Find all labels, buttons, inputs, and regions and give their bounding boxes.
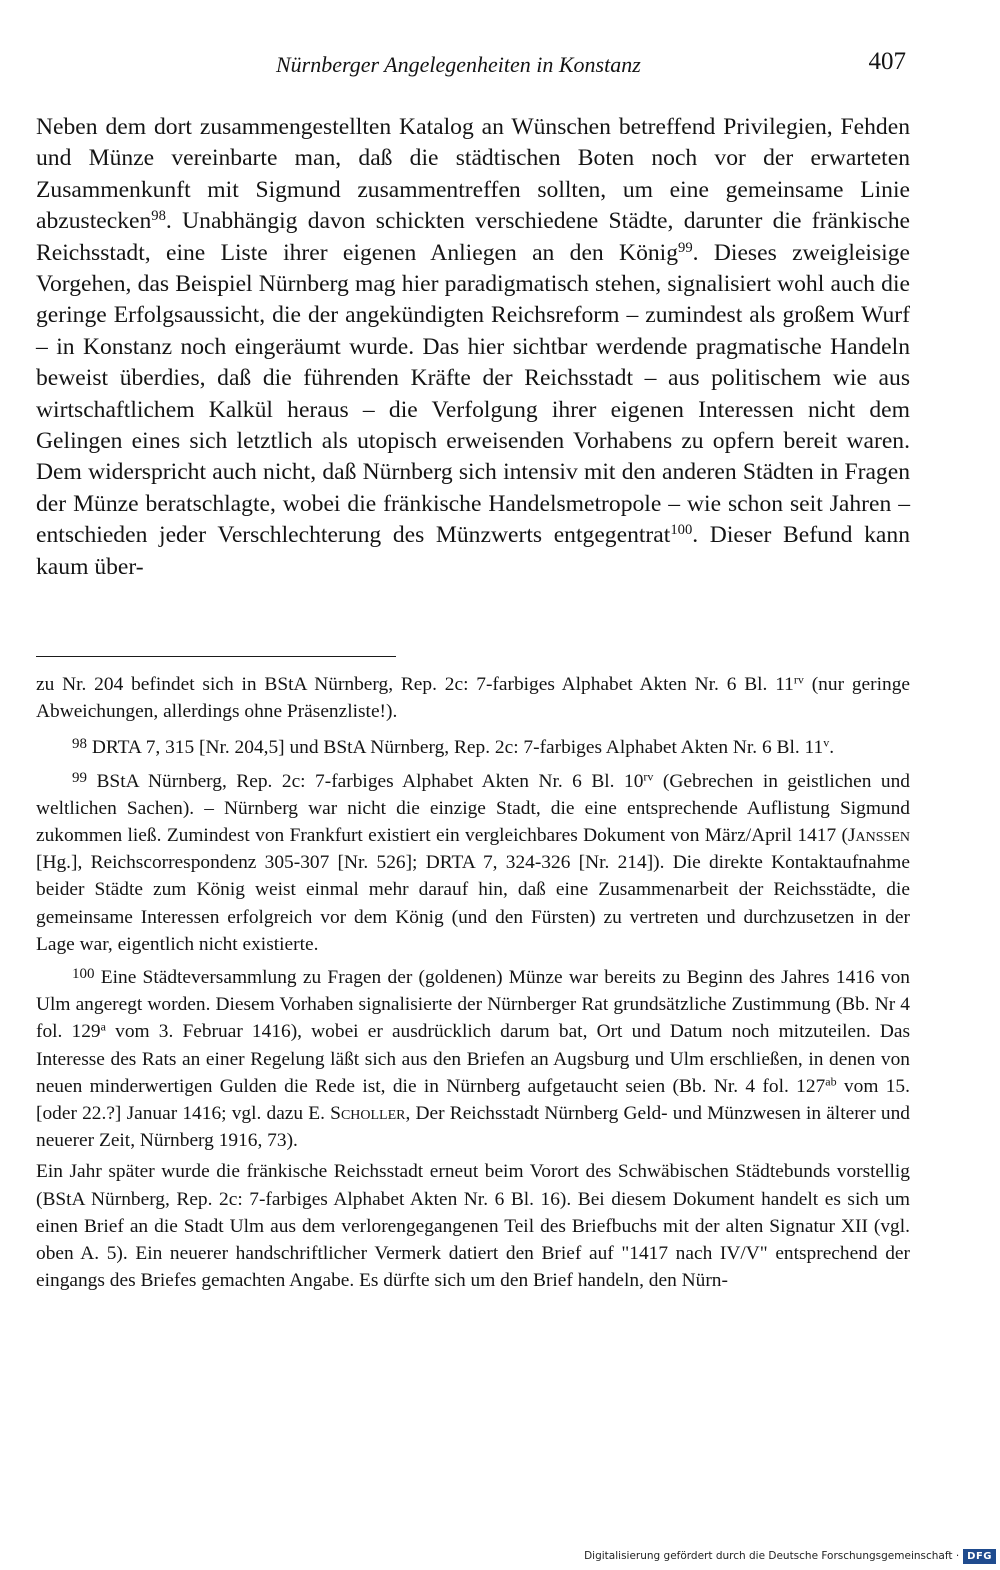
footnote-text: vom 15. [oder 22.?] Januar 1416; vgl. dazu E. <box>36 1075 910 1125</box>
folio-superscript: v <box>823 735 830 750</box>
footnote-text: zu Nr. 204 befindet sich in BStA Nürnberg, Rep. 2c: 7-farbiges Alphabet Akten Nr. 6 Bl. 11 <box>36 674 794 695</box>
page-header <box>36 48 910 84</box>
author-name: Janssen <box>847 825 910 847</box>
body-text-segment: . Unabhängig davon schickten verschiedene Städte, darunter die fränkische Reichsstadt, eine Liste ihrer eigenen Anliegen an den König <box>36 208 910 266</box>
footnote-text: BStA Nürnberg, Rep. 2c: 7-farbiges Alphabet Akten Nr. 6 Bl. 10 <box>87 770 644 792</box>
page-number: 407 <box>868 48 906 75</box>
book-page <box>36 0 910 1570</box>
footnote-text: (nur geringe Abweichungen, allerdings ohne Präsenzliste!). <box>36 674 910 723</box>
footnote-divider <box>36 656 396 657</box>
footnote-text: , Der Reichsstadt Nürnberg Geld- und Münzwesen in älterer und neuerer Zeit, Nürnberg 1916, 73). <box>36 1103 910 1152</box>
folio-superscript: rv <box>643 769 654 783</box>
folio-superscript: rv <box>793 672 804 687</box>
footnote-number: 98 <box>72 736 87 753</box>
folio-superscript: a <box>100 1019 106 1034</box>
footnote-ref-99: 99 <box>678 239 693 256</box>
footnote-number: 99 <box>72 769 87 786</box>
body-text-segment: . Dieser Befund kann kaum über- <box>36 522 910 580</box>
footnote-ref-100: 100 <box>670 522 693 539</box>
footnote-98 <box>36 734 910 761</box>
folio-superscript: ab <box>825 1074 837 1089</box>
footnote-99 <box>36 768 910 958</box>
footnotes <box>36 671 910 1300</box>
body-text-segment: Neben dem dort zusammengestellten Katalog an Wünschen betreffend Privilegien, Fehden und Münze vereinbarte man, daß die städtischen Boten noch vor der erwarteten Zusammenkunft mit Sigmund zusammentreffen sollten, um eine gemeinsame Linie abzustecken <box>36 114 910 235</box>
body-text-segment: . Dieses zweigleisige Vorgehen, das Beispiel Nürnberg mag hier paradigmatisch stehen, signalisiert wohl auch die geringe Erfolgsaussicht, die der angekündigten Reichsreform – zumindest als großem Wurf – in Konstanz noch eingeräumt wurde. Das hier sichtbar werdende pragmatische Handeln beweist überdies, daß die führenden Kräfte der Reichsstadt – aus politischem wie aus wirtschaftlichem Kalkül heraus – die Verfolgung ihrer eigenen Interessen nicht dem Gelingen eines sich letztlich als utopisch erweisenden Vorhabens zu opfern bereit waren. Dem widerspricht auch nicht, daß Nürnberg sich intensiv mit den anderen Städten in Fragen der Münze beratschlagte, wobei die fränkische Handelsmetropole – wie schon seit Jahren – entschieden jeder Verschlechterung des Münzwerts entgegentrat <box>36 239 910 549</box>
footnote-text: . <box>829 737 835 759</box>
dfg-logo-icon: DFG <box>963 1549 996 1564</box>
footnote-text: Eine Städteversammlung zu Fragen der (goldenen) Münze war bereits zu Beginn des Jahres 1416 von Ulm angeregt worden. Diesem Vorhaben signalisierte der Nürnberger Rat grundsätzliche Zustimmung (Bb. Nr 4 fol. 129 <box>36 967 910 1043</box>
footnote-text: [Hg.], Reichscorrespondenz 305-307 [Nr. 526]; DRTA 7, 324-326 [Nr. 214]). Die direkte Kontaktaufnahme beider Städte zum König weist einmal mehr darauf hin, daß eine Zusammenarbeit der Reichsstädte, die gemeinsame Interessen erfolgreich vor dem König (und den Fürsten) zu vertreten und durchzusetzen in der Lage war, eigentlich nicht existierte. <box>36 852 910 955</box>
digitization-footer <box>584 1546 996 1566</box>
footnote-text: (Gebrechen in geistlichen und weltlichen Sachen). – Nürnberg war nicht die einzige Stadt, die eine entsprechende Auflistung Sigmund zukommen ließ. Zumindest von Frankfurt existiert ein vergleichbares Dokument von März/April 1417 ( <box>36 770 910 847</box>
footnote-text: vom 3. Februar 1416), wobei er ausdrücklich darum bat, Ort und Datum noch mitzuteilen. Das Interesse des Rats an einer Regelung läßt sich aus den Briefen an Augsburg und Ulm erschließen, in denen von neuen minderwertigen Gulden die Rede ist, die in Nürnberg aufgetaucht seien (Bb. Nr. 4 fol. 127 <box>36 1021 910 1097</box>
author-name: Scholler <box>330 1103 406 1125</box>
footnote-ref-98: 98 <box>151 208 166 225</box>
footnote-text: DRTA 7, 315 [Nr. 204,5] und BStA Nürnberg, Rep. 2c: 7-farbiges Alphabet Akten Nr. 6 Bl. 11 <box>87 737 824 759</box>
footnote-100-paragraph-2: Ein Jahr später wurde die fränkische Reichsstadt erneut beim Vorort des Schwäbischen Städtebunds vorstellig (BStA Nürnberg, Rep. 2c: 7-farbiges Alphabet Akten Nr. 6 Bl. 16). Bei diesem Dokument handelt es sich um einen Brief an die Stadt Ulm aus dem verlorengegangenen Teil des Briefbuchs mit der alten Signatur XII (vgl. oben A. 5). Ein neuerer handschriftlicher Vermerk datiert den Brief auf "1417 nach IV/V" entsprechend der eingangs des Briefes gemachten Angabe. Es dürfte sich um den Brief handeln, den Nürn- <box>36 1161 910 1292</box>
digitization-note: Digitalisierung gefördert durch die Deutsche Forschungsgemeinschaft · <box>584 1550 960 1562</box>
footnote-continuation <box>36 671 910 725</box>
footnote-number: 100 <box>72 966 95 983</box>
footnote-100 <box>36 964 910 1154</box>
running-title: Nürnberger Angelegenheiten in Konstanz <box>276 52 641 77</box>
main-paragraph <box>36 112 910 583</box>
